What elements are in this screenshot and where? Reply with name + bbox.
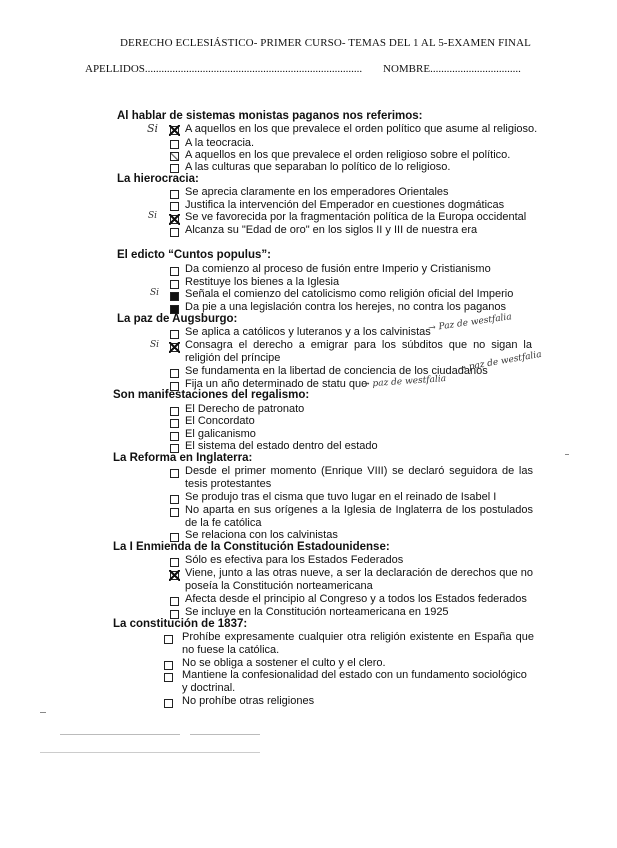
answer-option: No prohíbe otras religiones (182, 695, 315, 707)
question-title: La Reforma en Inglaterra: (113, 452, 253, 464)
answer-option: Restituye los bienes a la Iglesia (185, 276, 340, 288)
answer-option: El sistema del estado dentro del estado (185, 440, 378, 452)
answer-option: El galicanismo (185, 428, 256, 440)
handwritten-mark: Si (148, 211, 158, 221)
answer-checkbox[interactable] (164, 661, 173, 670)
answer-checkbox[interactable] (170, 202, 179, 211)
scan-speck (40, 712, 46, 713)
answer-checkbox[interactable] (170, 140, 179, 149)
answer-option: A la teocracia. (185, 137, 255, 149)
handwritten-annotation: → paz de westfalia (457, 349, 543, 375)
answer-option: Se fundamenta en la libertad de conciencia de los ciudadanos (185, 365, 488, 377)
answer-checkbox[interactable] (170, 419, 179, 428)
answer-option: El Concordato (185, 415, 255, 427)
answer-option: Consagra el derecho a emigrar para los súbditos que no sigan la religión del príncipe (185, 339, 532, 364)
answer-option: Alcanza su "Edad de oro" en los siglos II y III de nuestra era (185, 224, 478, 236)
answer-option: Justifica la intervención del Emperador en cuestiones dogmáticas (185, 199, 505, 211)
answer-checkbox[interactable] (170, 292, 179, 301)
answer-option: A las culturas que separaban lo político de lo religioso. (185, 161, 451, 173)
answer-option: Mantiene la confesionalidad del estado con un fundamento sociológico y doctrinal. (182, 669, 527, 694)
answer-checkbox[interactable] (170, 508, 179, 517)
answer-checkbox[interactable] (170, 280, 179, 289)
apellidos-dots: ............................................................................... (144, 63, 363, 75)
answer-checkbox[interactable] (170, 126, 179, 135)
answer-checkbox[interactable] (164, 699, 173, 708)
answer-option: Señala el comienzo del catolicismo como religión oficial del Imperio (185, 288, 514, 300)
question-title: Son manifestaciones del regalismo: (113, 389, 310, 401)
apellidos-line[interactable] (85, 63, 362, 75)
handwritten-annotation: → Paz de westfalia (427, 312, 513, 334)
answer-option: Afecta desde el principio al Congreso y a todos los Estados federados (185, 593, 527, 605)
handwritten-mark: Si (147, 122, 159, 135)
answer-checkbox[interactable] (170, 215, 179, 224)
scan-speck (190, 734, 260, 735)
answer-option: Se produjo tras el cisma que tuvo lugar en el reinado de Isabel I (185, 491, 497, 503)
answer-option: A aquellos en los que prevalece el orden religioso sobre el político. (185, 149, 511, 161)
answer-checkbox[interactable] (170, 432, 179, 441)
answer-option: Se relaciona con los calvinistas (185, 529, 338, 541)
answer-option: Da comienzo al proceso de fusión entre Imperio y Cristianismo (185, 263, 491, 275)
answer-checkbox[interactable] (170, 407, 179, 416)
question-title: La paz de Augsburgo: (117, 313, 238, 325)
answer-checkbox[interactable] (170, 343, 179, 352)
answer-checkbox[interactable] (170, 558, 179, 567)
answer-checkbox[interactable] (164, 635, 173, 644)
answer-option: Viene, junto a las otras nueve, a ser la declaración de derechos que no poseía la Constitución norteamericana (185, 567, 533, 592)
answer-option: Se aprecia claramente en los emperadores Orientales (185, 186, 449, 198)
answer-option: Se incluye en la Constitución norteamericana en 1925 (185, 606, 449, 618)
handwritten-annotation: → paz de westfalia (361, 374, 447, 390)
answer-option: El Derecho de patronato (185, 403, 305, 415)
answer-checkbox[interactable] (170, 330, 179, 339)
answer-option: Se ve favorecida por la fragmentación política de la Europa occidental (185, 211, 527, 223)
scan-speck (565, 454, 569, 455)
answer-option: Sólo es efectiva para los Estados Federados (185, 554, 404, 566)
scan-speck (60, 734, 180, 735)
handwritten-mark: Si (150, 288, 160, 298)
answer-option: No se obliga a sostener el culto y el clero. (182, 657, 386, 669)
question-title: La hierocracia: (117, 173, 199, 185)
nombre-line[interactable] (383, 63, 521, 75)
question-title: La constitución de 1837: (113, 618, 248, 630)
answer-checkbox[interactable] (170, 469, 179, 478)
answer-checkbox[interactable] (170, 164, 179, 173)
exam-title: DERECHO ECLESIÁSTICO- PRIMER CURSO- TEMAS DEL 1 AL 5-EXAMEN FINAL (120, 37, 531, 49)
answer-checkbox[interactable] (170, 571, 179, 580)
answer-checkbox[interactable] (170, 597, 179, 606)
answer-option: Prohíbe expresamente cualquier otra religión existente en España que no fuese la católica. (182, 631, 534, 656)
question-title: Al hablar de sistemas monistas paganos nos referimos: (117, 110, 423, 122)
scan-speck (40, 752, 260, 753)
answer-option: Da pie a una legislación contra los herejes, no contra los paganos (185, 301, 507, 313)
nombre-label: NOMBRE (383, 63, 431, 75)
answer-checkbox[interactable] (170, 152, 179, 161)
answer-checkbox[interactable] (170, 190, 179, 199)
answer-checkbox[interactable] (164, 673, 173, 682)
answer-checkbox[interactable] (170, 267, 179, 276)
answer-option: A aquellos en los que prevalece el orden político que asume al religioso. (185, 123, 538, 135)
answer-option: Fija un año determinado de statu quo (185, 378, 368, 390)
answer-option: Desde el primer momento (Enrique VIII) se declaró seguidora de las tesis protestantes (185, 465, 533, 490)
answer-checkbox[interactable] (170, 495, 179, 504)
nombre-dots: ................................. (430, 63, 521, 75)
answer-checkbox[interactable] (170, 369, 179, 378)
apellidos-label: APELLIDOS (85, 63, 145, 75)
answer-option: Se aplica a católicos y luteranos y a los calvinistas (185, 326, 431, 338)
question-title: La I Enmienda de la Constitución Estadounidense: (113, 541, 390, 553)
answer-option: No aparta en sus orígenes a la Iglesia de Inglaterra de los postulados de la fe católica (185, 504, 533, 529)
handwritten-mark: Si (150, 340, 160, 350)
question-title: El edicto “Cuntos populus”: (117, 249, 271, 261)
answer-checkbox[interactable] (170, 228, 179, 237)
